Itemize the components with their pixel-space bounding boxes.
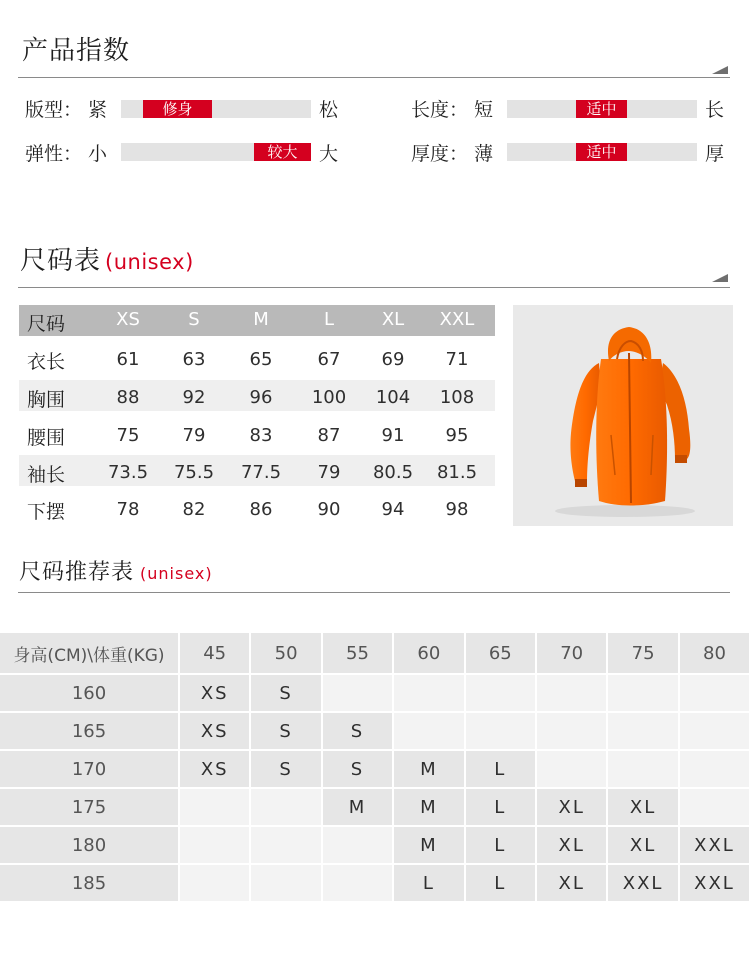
recommend-size-cell: XXL [608,865,677,901]
index-marker-fit: 修身 [143,100,212,118]
size-table-cell: 91 [381,425,405,446]
size-table-cell: 67 [317,349,341,370]
recommend-size-cell: XL [537,827,606,863]
size-table-cell: 77.5 [240,462,282,483]
jacket-image [513,305,733,526]
size-table-corner: 尺码 [27,313,66,335]
index-marker-elasticity: 较大 [254,143,311,161]
size-table-cell: 63 [182,349,206,370]
recommend-empty-cell [180,865,249,901]
size-table-cell: 87 [317,425,341,446]
index-label-fit: 版型： [25,99,83,121]
recommend-height-label: 165 [0,713,178,749]
recommend-size-cell: M [394,827,463,863]
recommend-weight-header: 75 [608,633,677,673]
recommend-empty-cell [608,713,677,749]
index-bar-fit [121,100,311,118]
product-index-title: 产品指数 [22,36,131,66]
index-max-fit: 松 [319,99,339,121]
index-label-thickness: 厚度： [411,143,469,165]
recommend-weight-header: 55 [323,633,392,673]
size-chart-subtitle: (unisex) [105,250,194,274]
recommend-corner-label: 身高(CM)\体重(KG) [0,633,178,673]
size-table-row-label: 下摆 [27,501,66,523]
size-chart-title-text: 尺码表 [20,246,102,276]
recommend-subtitle: (unisex) [140,564,213,583]
size-table-cell: 96 [249,387,273,408]
index-label-elasticity: 弹性： [25,143,83,165]
recommend-size-cell: XL [537,789,606,825]
size-table-row-label: 胸围 [27,389,66,411]
recommend-empty-cell [466,675,535,711]
recommend-title [19,555,213,586]
recommend-size-cell: XXL [680,827,749,863]
recommend-size-cell: M [323,789,392,825]
recommend-size-cell: L [466,865,535,901]
recommend-empty-cell [394,675,463,711]
size-table-header-cell: M [253,309,269,330]
size-table-row-label: 袖长 [27,464,66,486]
recommend-size-cell: S [251,751,320,787]
size-table-cell: 79 [182,425,206,446]
recommend-empty-cell [537,675,606,711]
recommend-empty-cell [394,713,463,749]
size-table-cell: 65 [249,349,273,370]
recommend-size-cell: S [251,675,320,711]
recommend-empty-cell [680,789,749,825]
recommend-empty-cell [608,675,677,711]
index-max-length: 长 [705,99,725,121]
recommend-weight-header: 80 [680,633,749,673]
recommend-height-label: 160 [0,675,178,711]
section-divider [18,592,730,593]
recommend-size-cell: XXL [680,865,749,901]
size-table-header-cell: XL [381,309,405,330]
index-max-thickness: 厚 [705,143,725,165]
size-table-cell: 69 [381,349,405,370]
index-max-elasticity: 大 [319,143,339,165]
size-table-cell: 61 [116,349,140,370]
corner-triangle-icon [712,66,728,74]
recommend-weight-header: 45 [180,633,249,673]
recommend-size-cell: XS [180,751,249,787]
recommend-size-cell: S [251,713,320,749]
recommend-weight-header: 70 [537,633,606,673]
recommend-empty-cell [251,789,320,825]
size-table-cell: 100 [311,387,347,408]
size-table-cell: 95 [445,425,469,446]
recommend-empty-cell [537,713,606,749]
size-table-cell: 73.5 [107,462,149,483]
size-table-cell: 80.5 [372,462,414,483]
recommend-empty-cell [323,865,392,901]
index-bar-thickness [507,143,697,161]
index-marker-thickness: 适中 [576,143,627,161]
recommend-size-cell: XS [180,713,249,749]
recommend-size-cell: L [466,827,535,863]
size-table-cell: 71 [445,349,469,370]
recommend-empty-cell [537,751,606,787]
size-table-cell: 94 [381,499,405,520]
size-table-cell: 75 [116,425,140,446]
recommend-size-cell: S [323,751,392,787]
recommend-empty-cell [323,675,392,711]
recommend-size-cell: S [323,713,392,749]
recommend-size-cell: L [466,751,535,787]
recommend-size-cell: M [394,751,463,787]
recommend-height-label: 185 [0,865,178,901]
index-min-fit: 紧 [88,99,108,121]
section-divider [18,77,730,78]
size-table-cell: 82 [182,499,206,520]
recommend-empty-cell [680,675,749,711]
recommend-empty-cell [180,789,249,825]
recommend-empty-cell [251,827,320,863]
recommend-size-cell: XS [180,675,249,711]
size-table-cell: 83 [249,425,273,446]
size-table-cell: 78 [116,499,140,520]
recommend-weight-header: 60 [394,633,463,673]
corner-triangle-icon [712,274,728,282]
recommend-empty-cell [251,865,320,901]
recommend-size-cell: L [466,789,535,825]
size-table-cell: 79 [317,462,341,483]
recommend-height-label: 175 [0,789,178,825]
size-table-cell: 92 [182,387,206,408]
recommend-size-cell: L [394,865,463,901]
index-bar-elasticity [121,143,311,161]
index-min-thickness: 薄 [474,143,494,165]
size-table-header-cell: XS [116,309,140,330]
size-table-row-label: 衣长 [27,351,66,373]
size-table-cell: 81.5 [436,462,478,483]
recommend-empty-cell [466,713,535,749]
recommend-size-cell: XL [608,789,677,825]
recommend-weight-header: 50 [251,633,320,673]
recommend-empty-cell [680,751,749,787]
recommend-empty-cell [180,827,249,863]
size-table-cell: 86 [249,499,273,520]
size-table-row-label: 腰围 [27,427,66,449]
recommend-size-cell: XL [608,827,677,863]
size-table-cell: 108 [439,387,475,408]
size-table-cell: 90 [317,499,341,520]
size-table-cell: 88 [116,387,140,408]
size-table-cell: 98 [445,499,469,520]
size-table-header-cell: L [323,309,335,330]
recommend-height-label: 180 [0,827,178,863]
product-photo [513,305,733,526]
size-chart-title [20,240,194,277]
recommend-size-cell: XL [537,865,606,901]
recommend-weight-header: 65 [466,633,535,673]
recommend-title-text: 尺码推荐表 [19,560,135,585]
recommend-size-cell: M [394,789,463,825]
recommend-empty-cell [680,713,749,749]
index-label-length: 长度： [411,99,469,121]
index-min-length: 短 [474,99,494,121]
recommend-empty-cell [323,827,392,863]
size-table-cell: 75.5 [173,462,215,483]
index-bar-length [507,100,697,118]
section-divider [18,287,730,288]
size-table-cell: 104 [375,387,411,408]
recommend-empty-cell [608,751,677,787]
index-marker-length: 适中 [576,100,627,118]
index-min-elasticity: 小 [88,143,108,165]
size-table-header-cell: XXL [439,309,475,330]
size-table-header-cell: S [188,309,200,330]
recommend-height-label: 170 [0,751,178,787]
